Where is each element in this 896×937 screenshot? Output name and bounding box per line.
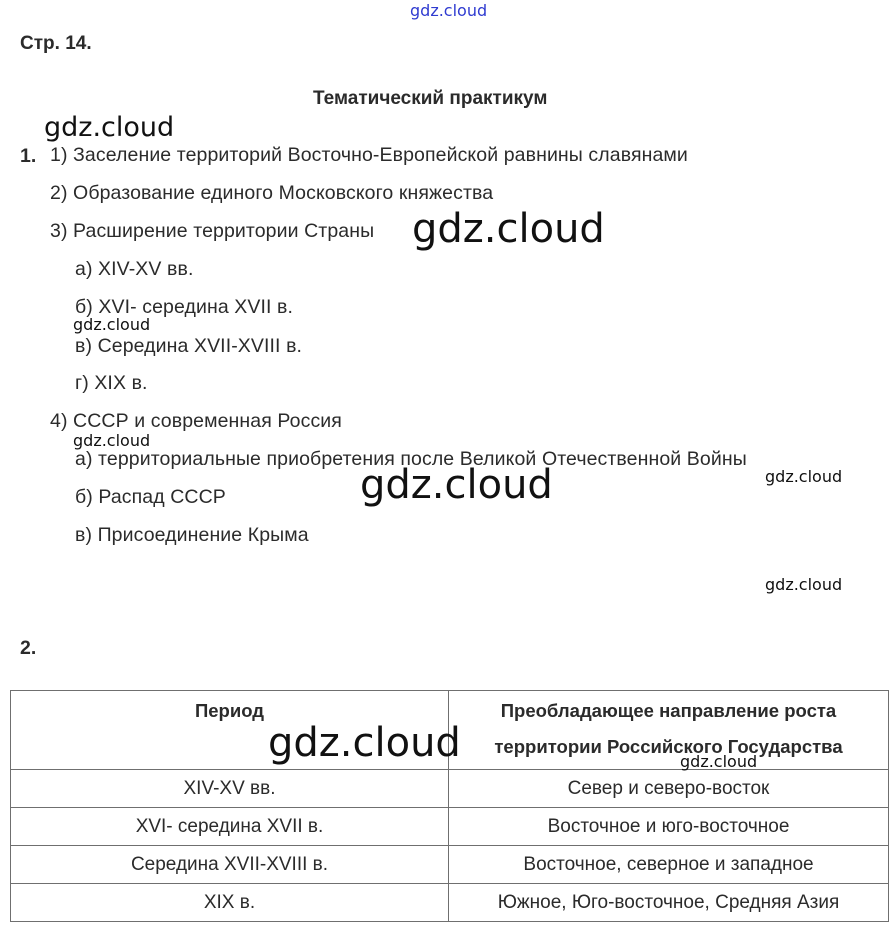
watermark: gdz.cloud [44, 112, 175, 143]
header-direction-line-1: Преобладающее направление роста [500, 700, 837, 721]
period-cell: XIX в. [11, 884, 449, 922]
direction-cell: Север и северо-восток [449, 770, 889, 808]
task-1-sub3-d: г) XIX в. [75, 372, 148, 394]
period-cell: XIV-XV вв. [11, 770, 449, 808]
watermark-top: gdz.cloud [410, 1, 488, 20]
period-cell: Середина XVII-XVIII в. [11, 846, 449, 884]
task-1-item-1: 1) Заселение территорий Восточно-Европейской равнины славянами [50, 144, 688, 166]
period-cell: XVI- середина XVII в. [11, 808, 449, 846]
task-1-sub4-b: б) Распад СССР [75, 486, 226, 508]
task-1-item-4: 4) СССР и современная Россия [50, 410, 342, 432]
watermark: gdz.cloud [73, 315, 151, 334]
header-direction [449, 691, 889, 770]
task-1-sub4-a: а) территориальные приобретения после Великой Отечественной Войны [75, 448, 747, 470]
page-ref: Стр. 14. [20, 33, 92, 54]
table-row [11, 846, 889, 884]
direction-cell: Южное, Юго-восточное, Средняя Азия [449, 884, 889, 922]
direction-cell: Восточное, северное и западное [449, 846, 889, 884]
watermark: gdz.cloud [360, 462, 553, 508]
watermark: gdz.cloud [412, 206, 605, 252]
task-1-sub3-b: б) XVI- середина XVII в. [75, 296, 294, 318]
watermark: gdz.cloud [765, 575, 843, 594]
task-1-sub3-c: в) Середина XVII-XVIII в. [75, 335, 303, 357]
header-direction-line-2: территории Российского Государства [494, 736, 843, 757]
table-row [11, 808, 889, 846]
watermark: gdz.cloud [268, 720, 461, 766]
task-1-sub3-a: а) XIV-XV вв. [75, 258, 194, 280]
task-1-sub4-c: в) Присоединение Крыма [75, 524, 309, 546]
direction-cell: Восточное и юго-восточное [449, 808, 889, 846]
table-row [11, 884, 889, 922]
watermark: gdz.cloud [73, 431, 151, 450]
task-2-number: 2. [20, 637, 37, 659]
page-title: Тематический практикум [313, 88, 548, 109]
task-1-number: 1. [20, 145, 37, 167]
watermark: gdz.cloud [680, 752, 758, 771]
task-1-item-3: 3) Расширение территории Страны [50, 220, 375, 242]
header-period: Период [11, 691, 449, 770]
task-1-item-2: 2) Образование единого Московского княжества [50, 182, 494, 204]
watermark: gdz.cloud [765, 467, 843, 486]
table-row [11, 770, 889, 808]
